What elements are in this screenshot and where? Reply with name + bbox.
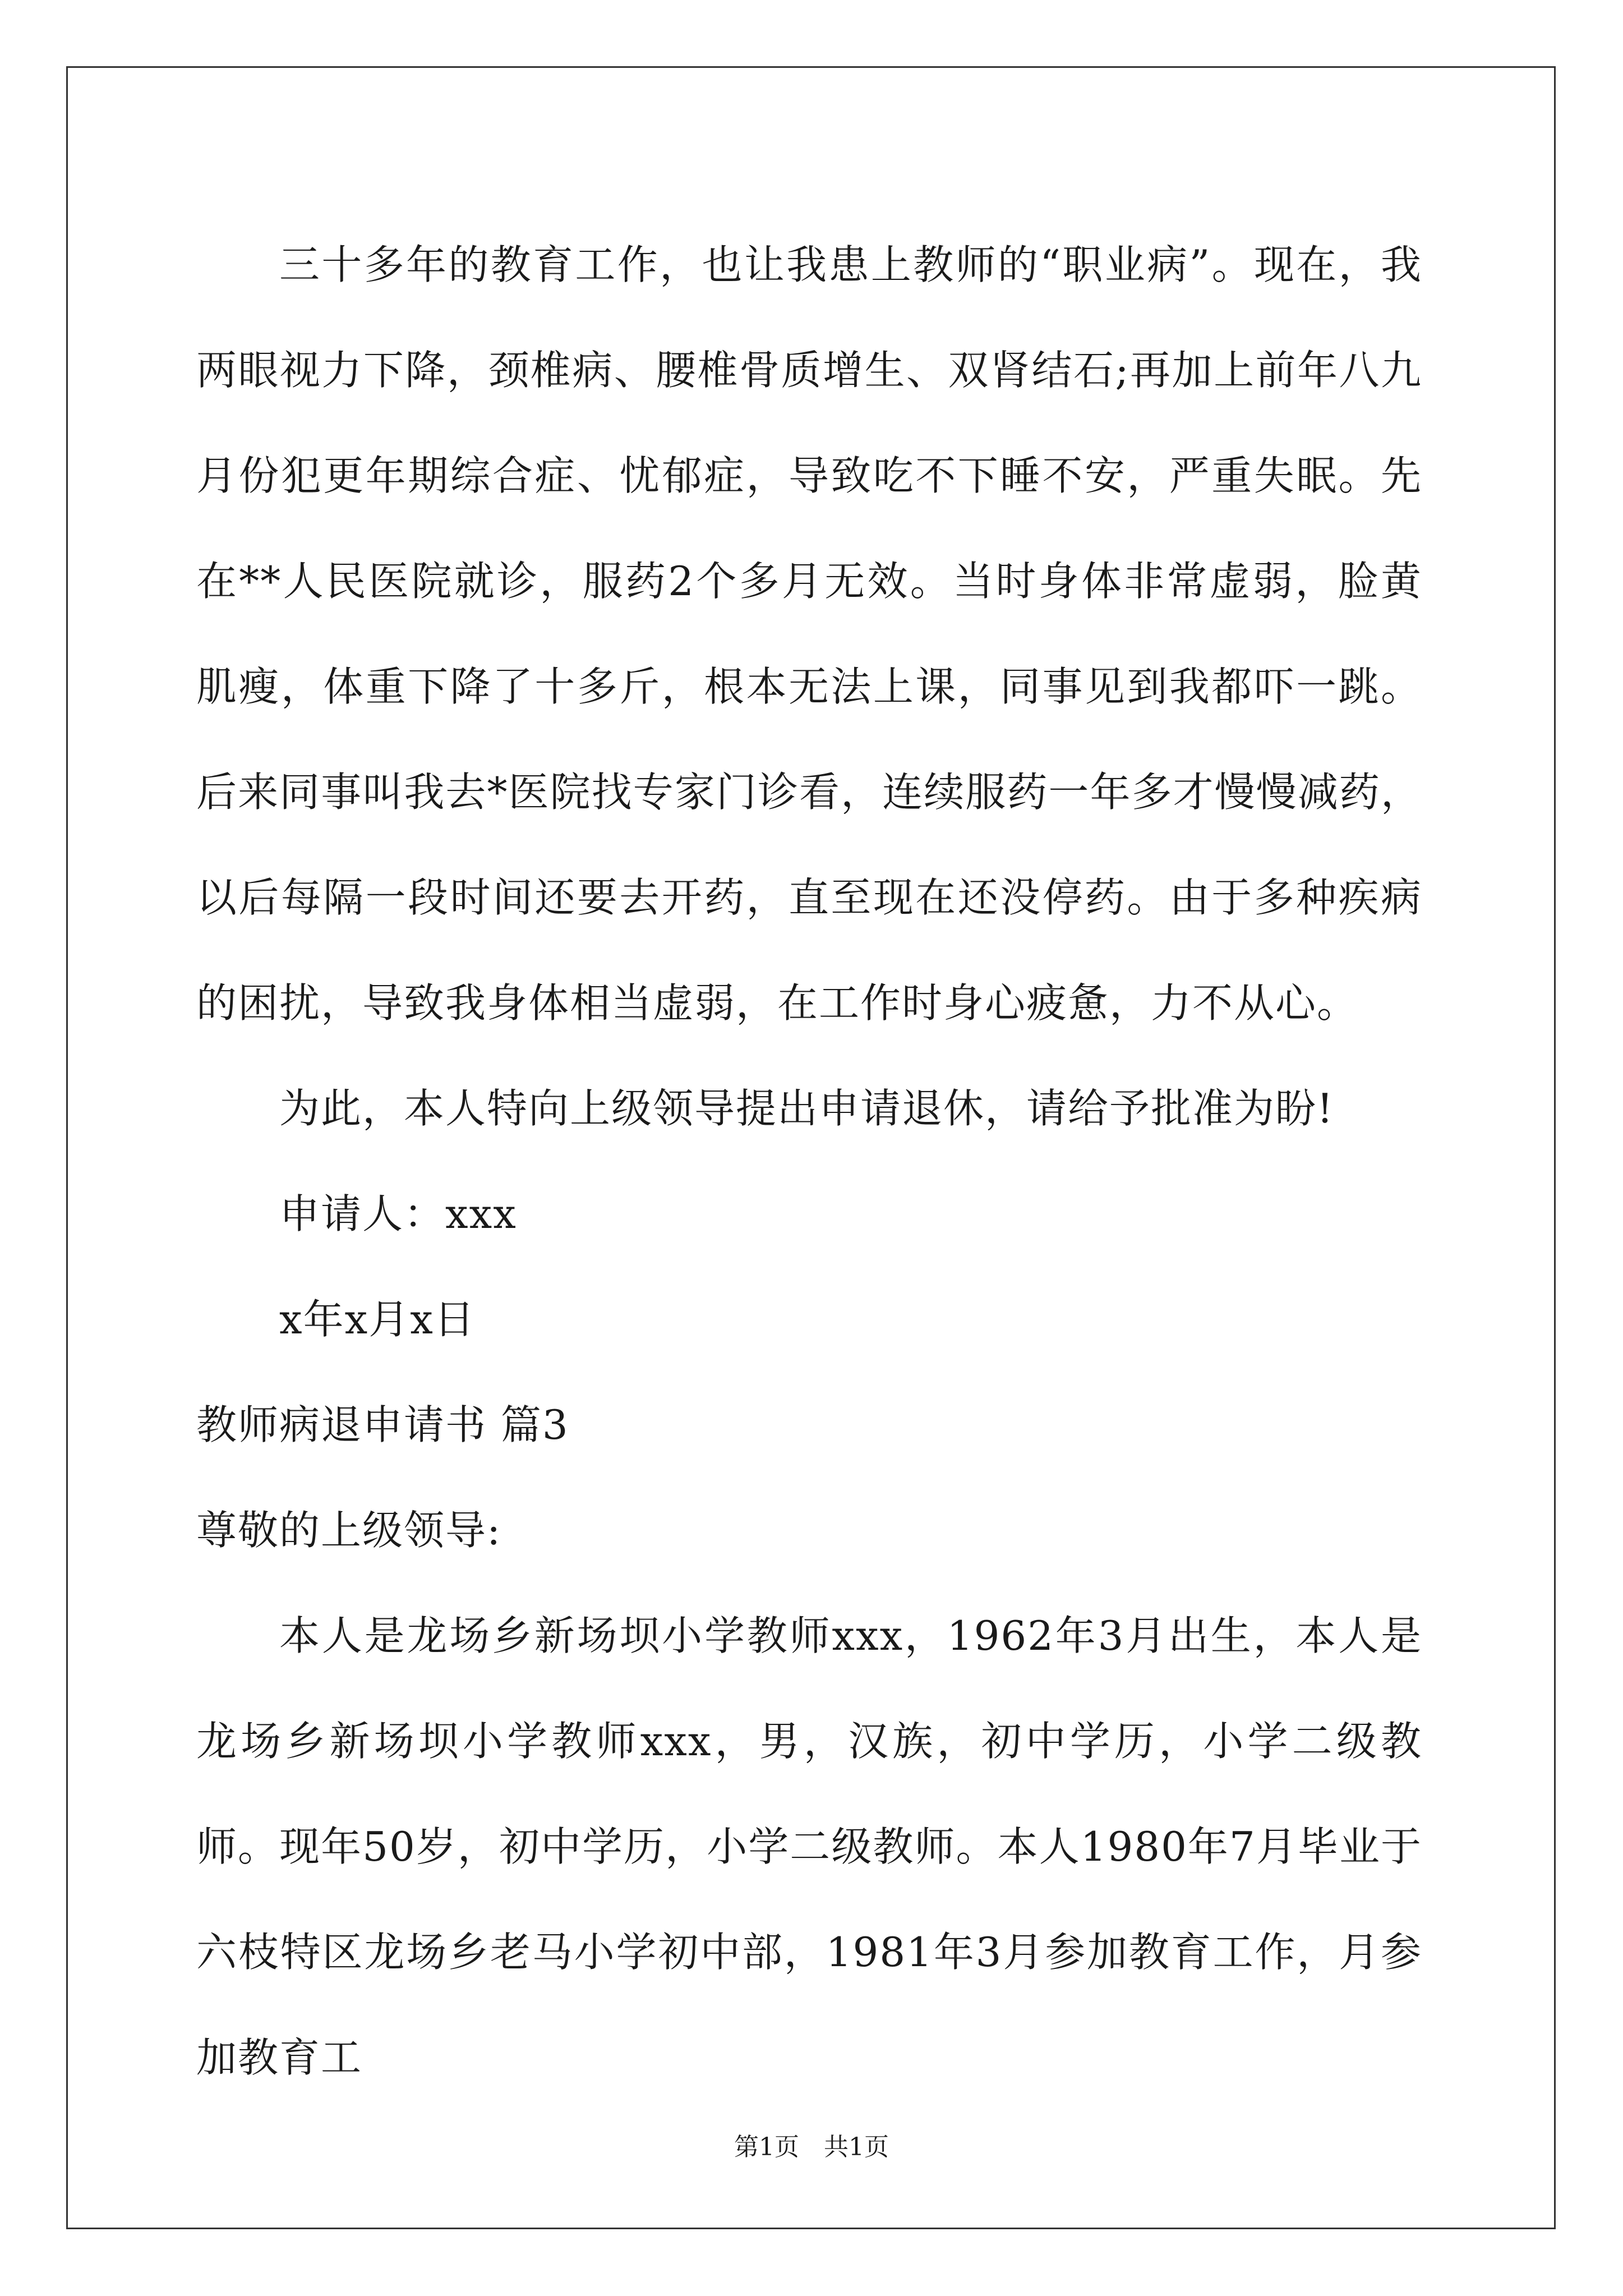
paragraph-health-history: 三十多年的教育工作，也让我患上教师的“职业病”。现在，我两眼视力下降，颈椎病、腰椎骨质增生、双肾结石;再加上前年八九月份犯更年期综合症、忧郁症，导致吃不下睡不安，严重失眠。先在**人民医院就诊，服药2个多月无效。当时身体非常虚弱，脸黄肌瘦，体重下降了十多斤，根本无法上课，同事见到我都吓一跳。后来同事叫我去*医院找专家门诊看，连续服药一年多才慢慢减药，以后每隔一段时间还要去开药，直至现在还没停药。由于多种疾病的困扰，导致我身体相当虚弱，在工作时身心疲惫，力不从心。	[196, 241, 1422, 1027]
salutation: 尊敬的上级领导:	[196, 1507, 502, 1554]
applicant-line: 申请人：xxx	[279, 1190, 517, 1237]
document-body	[196, 212, 1422, 2110]
section-heading: 教师病退申请书 篇3	[196, 1401, 569, 1448]
date-line: x年x月x日	[279, 1296, 476, 1343]
page-footer: 第1页 共1页	[734, 2133, 889, 2161]
paragraph-personal-info: 本人是龙场乡新场坝小学教师xxx，1962年3月出生，本人是龙场乡新场坝小学教师xxx，男，汉族，初中学历，小学二级教师。现年50岁，初中学历，小学二级教师。本人1980年7月毕业于六枝特区龙场乡老马小学初中部，1981年3月参加教育工作，月参加教育工	[196, 1612, 1422, 2081]
paragraph-retirement-request: 为此，本人特向上级领导提出申请退休，请给予批准为盼!	[279, 1085, 1334, 1132]
